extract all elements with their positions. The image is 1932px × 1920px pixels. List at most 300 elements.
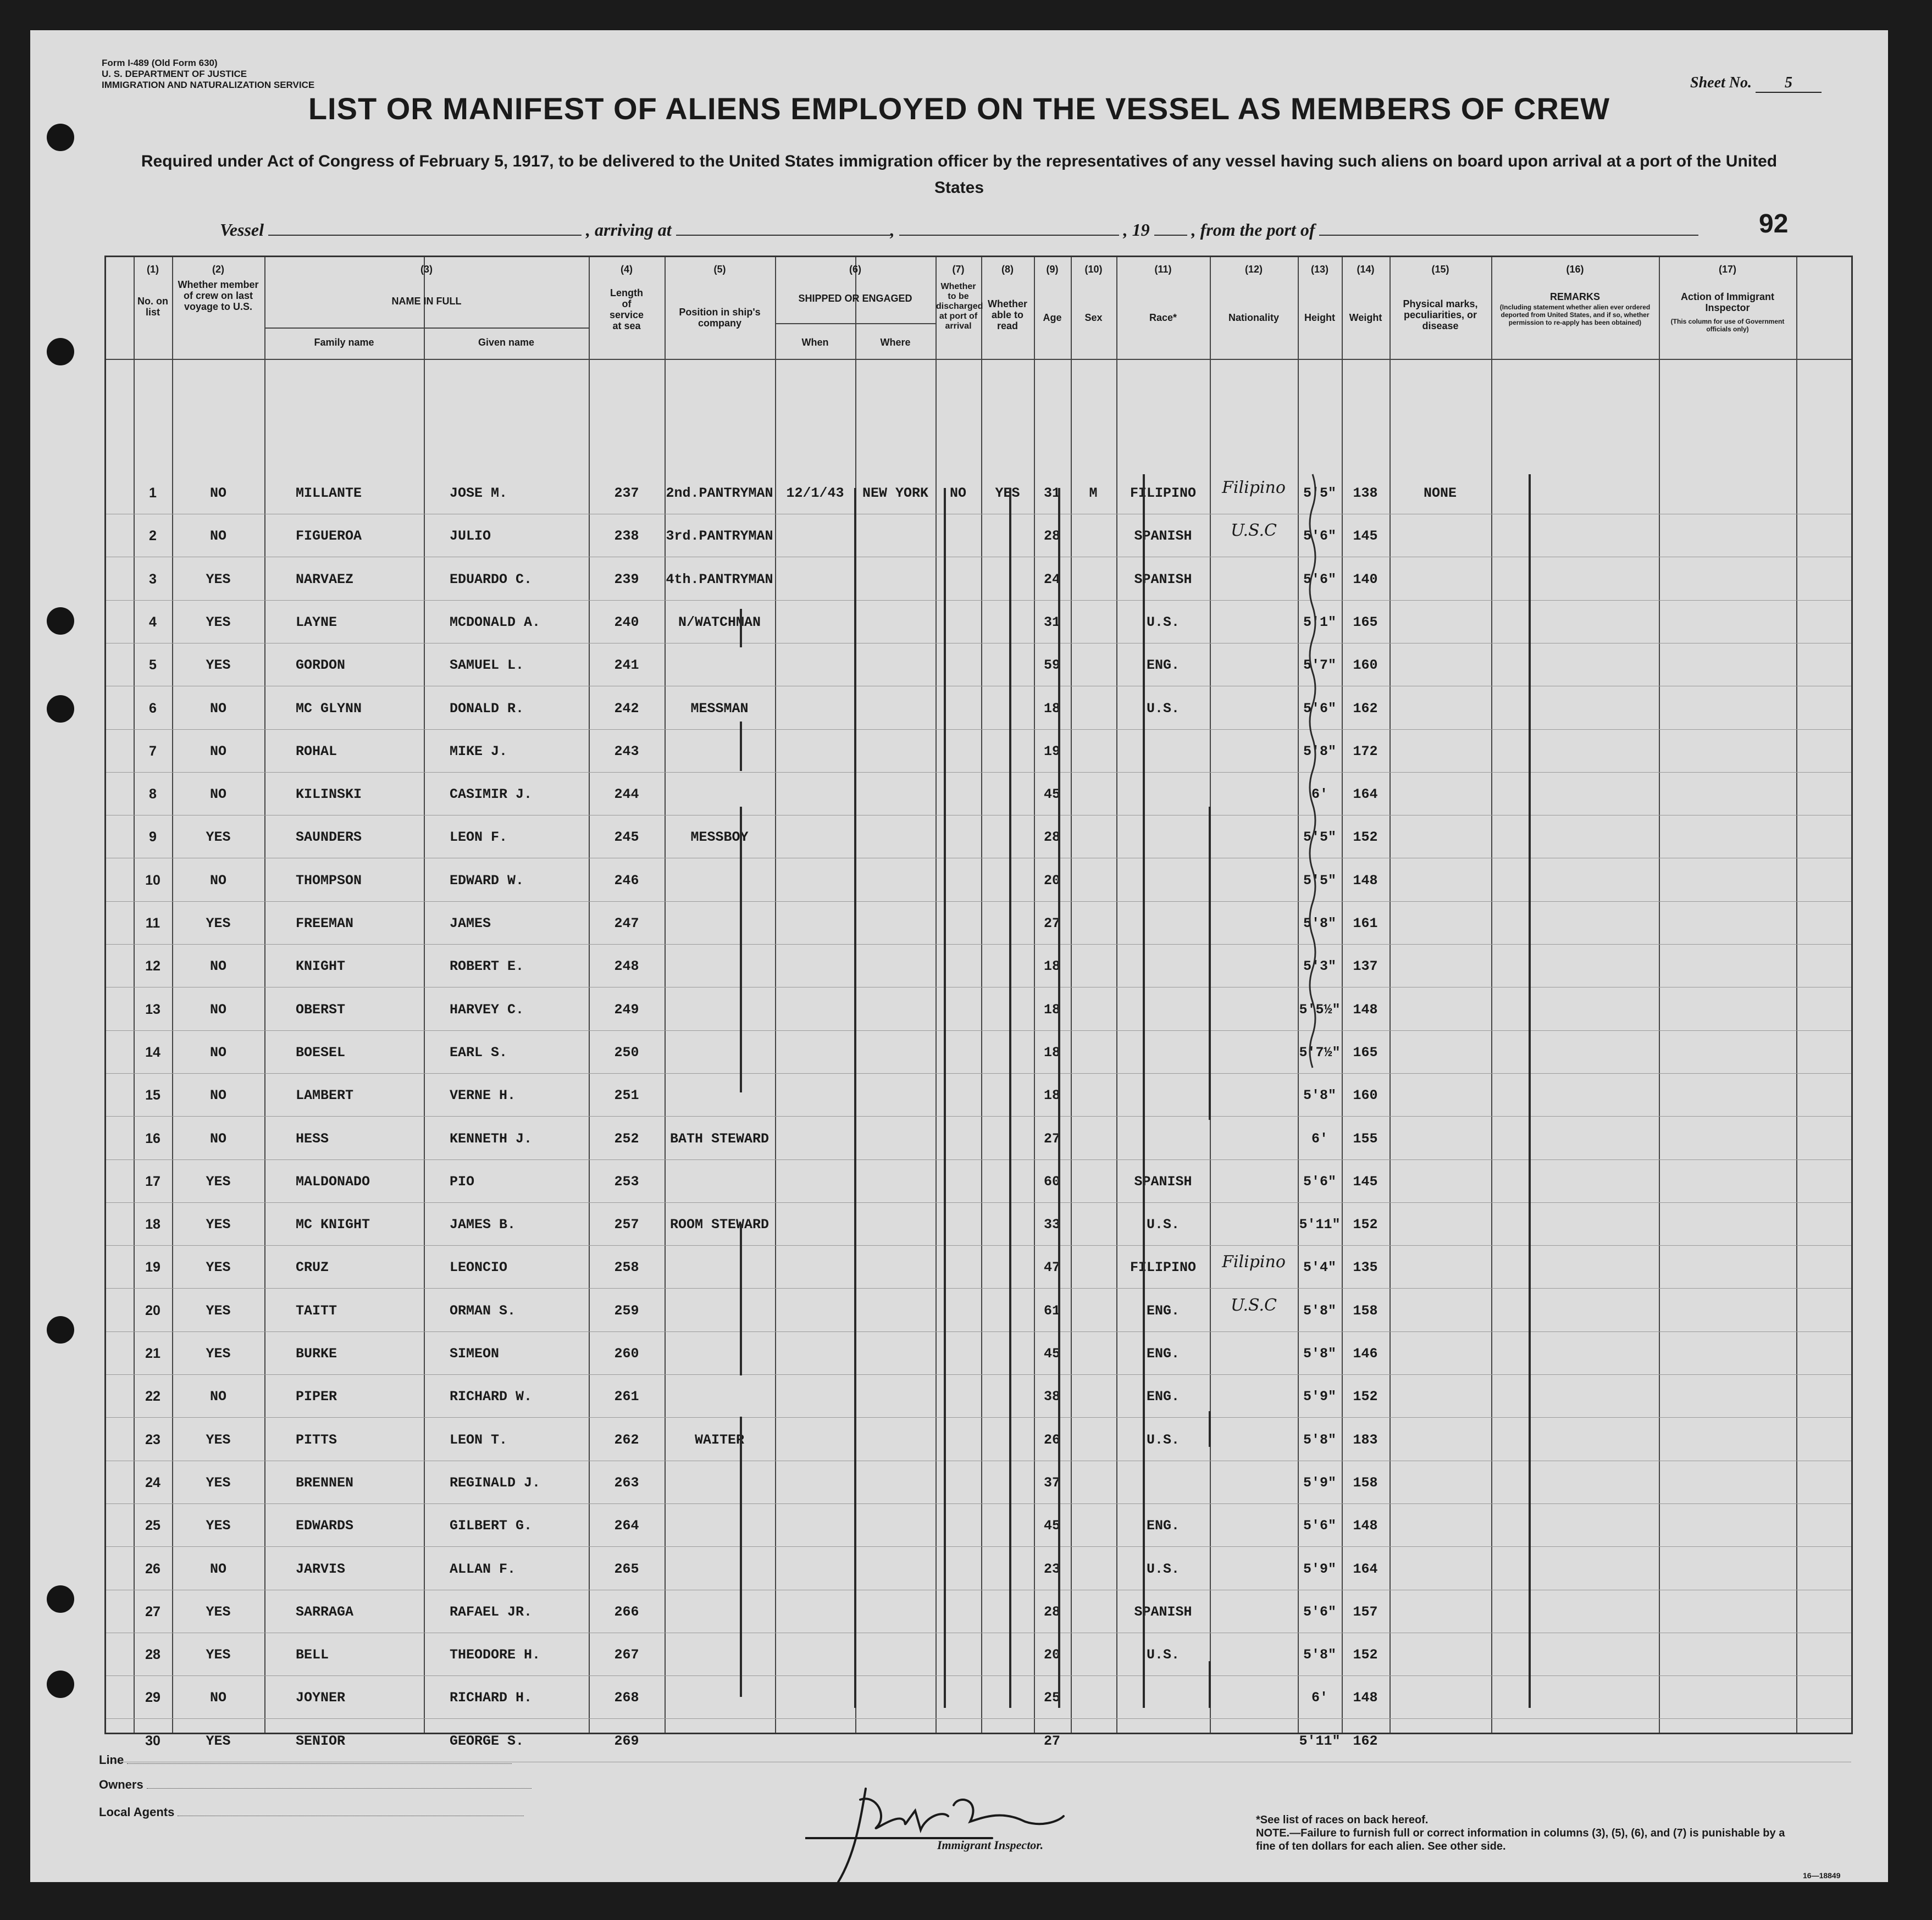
cell-age: 45 — [1043, 786, 1061, 803]
cell-given: RAFAEL JR. — [450, 1603, 533, 1620]
cell-race: ENG. — [1146, 1346, 1180, 1362]
cell-weight: 164 — [1353, 786, 1378, 803]
cell-age: 23 — [1043, 1561, 1061, 1577]
cell-height: 5'3" — [1303, 958, 1337, 975]
cell-age: 28 — [1043, 1603, 1061, 1620]
cell-service: 263 — [614, 1474, 639, 1491]
cell-service: 252 — [614, 1130, 639, 1147]
cell-height: 5'9" — [1303, 1561, 1337, 1577]
cell-height: 5'8" — [1303, 1087, 1337, 1104]
cell-prev: NO — [209, 1130, 227, 1147]
cell-no: 28 — [145, 1647, 160, 1663]
cell-height: 5'6" — [1303, 1173, 1337, 1190]
cell-weight: 162 — [1353, 1733, 1378, 1749]
binder-hole — [47, 607, 74, 635]
cell-service: 245 — [614, 829, 639, 846]
cell-given: SAMUEL L. — [450, 657, 524, 674]
print-code: 16—18849 — [1803, 1871, 1841, 1880]
cell-service: 251 — [614, 1087, 639, 1104]
cell-height: 6' — [1311, 786, 1328, 803]
cell-service: 268 — [614, 1690, 639, 1706]
cell-height: 5'5½" — [1299, 1001, 1341, 1018]
cell-height: 5'8" — [1303, 1346, 1337, 1362]
cell-weight: 162 — [1353, 700, 1378, 717]
cell-no: 6 — [149, 700, 157, 716]
cell-family: BELL — [296, 1647, 329, 1663]
cell-service: 261 — [614, 1389, 639, 1405]
cell-height: 5'5" — [1303, 872, 1337, 889]
cell-race: ENG. — [1146, 1518, 1180, 1534]
cell-age: 28 — [1043, 829, 1061, 846]
cell-race: FILIPINO — [1130, 1259, 1197, 1276]
cell-no: 14 — [145, 1044, 160, 1060]
inspector-signature — [805, 1778, 1091, 1893]
cell-family: JARVIS — [296, 1561, 346, 1577]
cell-marks: NONE — [1423, 485, 1457, 501]
cell-weight: 183 — [1353, 1431, 1378, 1448]
cell-position: 4th.PANTRYMAN — [666, 571, 773, 587]
cell-service: 267 — [614, 1647, 639, 1663]
cell-height: 5'11" — [1299, 1733, 1341, 1749]
owners-field[interactable] — [147, 1788, 532, 1789]
header-inspector-note: (This column for use of Government officials only) — [1670, 318, 1785, 333]
cell-age: 18 — [1043, 1087, 1061, 1104]
cell-no: 22 — [145, 1389, 160, 1405]
cell-position: 2nd.PANTRYMAN — [666, 485, 773, 501]
cell-prev: YES — [206, 1603, 231, 1620]
cell-no: 8 — [149, 786, 157, 802]
binder-hole — [47, 1316, 74, 1344]
cell-age: 18 — [1043, 1044, 1061, 1061]
cell-service: 258 — [614, 1259, 639, 1276]
sheet-number: Sheet No. 5 — [1690, 74, 1822, 93]
cell-service: 249 — [614, 1001, 639, 1018]
cell-weight: 148 — [1353, 1690, 1378, 1706]
cell-position: N/WATCHMAN — [678, 614, 761, 630]
cell-family: EDWARDS — [296, 1518, 354, 1534]
cell-height: 5'8" — [1303, 1431, 1337, 1448]
cell-height: 5'1" — [1303, 614, 1337, 630]
cell-prev: NO — [209, 1561, 227, 1577]
cell-age: 18 — [1043, 1001, 1061, 1018]
cell-given: GILBERT G. — [450, 1518, 533, 1534]
header-position: Position in ship's company — [679, 307, 761, 329]
vessel-line: Vessel , arriving at , , 19 , from the port of — [220, 220, 1698, 240]
header-prev-voyage: Whether member of crew on last voyage to U.S. — [178, 279, 259, 312]
header-physical-marks: Physical marks, peculiarities, or disease — [1403, 298, 1478, 331]
cell-family: LAYNE — [296, 614, 337, 630]
cell-weight: 155 — [1353, 1130, 1378, 1147]
cell-height: 5'9" — [1303, 1389, 1337, 1405]
binder-hole — [47, 124, 74, 151]
cell-family: FREEMAN — [296, 915, 354, 931]
cell-no: 18 — [145, 1217, 160, 1233]
cell-prev: NO — [209, 786, 227, 803]
cell-race: SPANISH — [1134, 528, 1192, 545]
cell-prev: YES — [206, 829, 231, 846]
cell-age: 59 — [1043, 657, 1061, 674]
cell-prev: YES — [206, 915, 231, 931]
cell-family: MC KNIGHT — [296, 1217, 370, 1233]
cell-weight: 165 — [1353, 614, 1378, 630]
cell-family: MALDONADO — [296, 1173, 370, 1190]
cell-family: SARRAGA — [296, 1603, 354, 1620]
cell-age: 25 — [1043, 1690, 1061, 1706]
cell-service: 243 — [614, 743, 639, 759]
header-remarks: REMARKS — [1549, 291, 1600, 302]
cell-race: U.S. — [1146, 1217, 1180, 1233]
cell-age: 26 — [1043, 1431, 1061, 1448]
cell-prev: YES — [206, 614, 231, 630]
cell-service: 237 — [614, 485, 639, 501]
cell-read: YES — [995, 485, 1020, 501]
cell-given: EARL S. — [450, 1044, 508, 1061]
cell-position: MESSBOY — [690, 829, 749, 846]
cell-no: 23 — [145, 1431, 160, 1447]
cell-race: U.S. — [1146, 1561, 1180, 1577]
cell-family: BURKE — [296, 1346, 337, 1362]
cell-race: U.S. — [1146, 614, 1180, 630]
cell-weight: 157 — [1353, 1603, 1378, 1620]
cell-weight: 145 — [1353, 1173, 1378, 1190]
cell-race: SPANISH — [1134, 1603, 1192, 1620]
cell-prev: YES — [206, 1733, 231, 1749]
cell-no: 1 — [149, 485, 157, 501]
cell-height: 5'8" — [1303, 915, 1337, 931]
cell-service: 238 — [614, 528, 639, 545]
cell-height: 5'7½" — [1299, 1044, 1341, 1061]
line-field[interactable] — [127, 1763, 512, 1764]
cell-given: MIKE J. — [450, 743, 508, 759]
cell-no: 30 — [145, 1733, 160, 1749]
cell-family: THOMPSON — [296, 872, 362, 889]
cell-service: 269 — [614, 1733, 639, 1749]
cell-prev: YES — [206, 1431, 231, 1448]
cell-family: FIGUEROA — [296, 528, 362, 545]
binder-hole — [47, 1671, 74, 1698]
cell-prev: NO — [209, 1690, 227, 1706]
header-height: Height — [1304, 312, 1335, 323]
cell-weight: 135 — [1353, 1259, 1378, 1276]
header-able-to-read: Whether able to read — [988, 298, 1027, 331]
footer-note: *See list of races on back hereof. NOTE.—Failure to furnish full or correct information in columns (3), (5), (6), and (7) is punishable by a fine of ten dollars for each alien. See other side. — [1256, 1814, 1785, 1852]
header-remarks-note: (Including statement whether alien ever ordered deported from United States, and if so, whether permission to re-apply has been obtained) — [1499, 303, 1651, 326]
cell-given: EDUARDO C. — [450, 571, 533, 587]
cell-prev: NO — [209, 485, 227, 501]
arriving-field[interactable] — [676, 223, 890, 236]
header-length-of-service: Length of service at sea — [609, 287, 644, 331]
cell-no: 12 — [145, 958, 160, 974]
cell-given: ROBERT E. — [450, 958, 524, 975]
cell-height: 5'8" — [1303, 1647, 1337, 1663]
header-name-in-full: NAME IN FULL — [391, 296, 462, 307]
cell-no: 27 — [145, 1603, 160, 1619]
cell-service: 260 — [614, 1346, 639, 1362]
header-when: When — [801, 337, 829, 348]
cell-given: MCDONALD A. — [450, 614, 541, 630]
cell-no: 17 — [145, 1173, 160, 1189]
cell-weight: 148 — [1353, 872, 1378, 889]
cell-prev: YES — [206, 1302, 231, 1319]
cell-height: 5'9" — [1303, 1474, 1337, 1491]
cell-when: 12/1/43 — [786, 485, 844, 501]
cell-weight: 152 — [1353, 1647, 1378, 1663]
cell-no: 7 — [149, 743, 157, 759]
cell-service: 248 — [614, 958, 639, 975]
cell-service: 242 — [614, 700, 639, 717]
cell-no: 19 — [145, 1259, 160, 1275]
cell-height: 5'8" — [1303, 743, 1337, 759]
cell-no: 13 — [145, 1001, 160, 1017]
header-nationality: Nationality — [1228, 312, 1279, 323]
cell-nat: Filipino — [1222, 1252, 1286, 1272]
cell-weight: 152 — [1353, 829, 1378, 846]
cell-nat: U.S.C — [1230, 1295, 1277, 1315]
cell-service: 259 — [614, 1302, 639, 1319]
cell-service: 247 — [614, 915, 639, 931]
cell-family: BOESEL — [296, 1044, 346, 1061]
cell-family: SENIOR — [296, 1733, 346, 1749]
cell-given: LEONCIO — [450, 1259, 508, 1276]
cell-race: SPANISH — [1134, 1173, 1192, 1190]
cell-weight: 172 — [1353, 743, 1378, 759]
cell-age: 45 — [1043, 1346, 1061, 1362]
cell-weight: 137 — [1353, 958, 1378, 975]
cell-prev: YES — [206, 571, 231, 587]
cell-no: 4 — [149, 614, 157, 630]
cell-weight: 138 — [1353, 485, 1378, 501]
cell-age: 28 — [1043, 528, 1061, 545]
cell-given: HARVEY C. — [450, 1001, 524, 1018]
cell-position: MESSMAN — [690, 700, 749, 717]
cell-age: 31 — [1043, 485, 1061, 501]
cell-height: 5'8" — [1303, 1302, 1337, 1319]
cell-given: JAMES — [450, 915, 491, 931]
cell-weight: 161 — [1353, 915, 1378, 931]
header-age: Age — [1043, 312, 1062, 323]
cell-height: 5'5" — [1303, 485, 1337, 501]
cell-race: U.S. — [1146, 1647, 1180, 1663]
cell-position: BATH STEWARD — [669, 1130, 770, 1147]
cell-family: MC GLYNN — [296, 700, 362, 717]
cell-height: 5'4" — [1303, 1259, 1337, 1276]
cell-height: 5'5" — [1303, 829, 1337, 846]
cell-given: ALLAN F. — [450, 1561, 516, 1577]
footer-local-agents: Local Agents — [99, 1805, 524, 1819]
cell-prev: YES — [206, 1217, 231, 1233]
cell-family: JOYNER — [296, 1690, 346, 1706]
cell-age: 45 — [1043, 1518, 1061, 1534]
cell-prev: NO — [209, 700, 227, 717]
cell-age: 27 — [1043, 915, 1061, 931]
cell-given: DONALD R. — [450, 700, 524, 717]
cell-service: 262 — [614, 1431, 639, 1448]
cell-no: 16 — [145, 1130, 160, 1146]
cell-given: GEORGE S. — [450, 1733, 524, 1749]
cell-given: REGINALD J. — [450, 1474, 541, 1491]
cell-race: ENG. — [1146, 1389, 1180, 1405]
cell-height: 5'6" — [1303, 1518, 1337, 1534]
cell-family: NARVAEZ — [296, 571, 354, 587]
cell-prev: YES — [206, 1173, 231, 1190]
cell-given: JULIO — [450, 528, 491, 545]
cell-position: 3rd.PANTRYMAN — [666, 528, 773, 545]
cell-height: 6' — [1311, 1690, 1328, 1706]
cell-age: 18 — [1043, 700, 1061, 717]
header-weight: Weight — [1349, 312, 1382, 323]
cell-height: 5'6" — [1303, 700, 1337, 717]
cell-age: 60 — [1043, 1173, 1061, 1190]
cell-family: PIPER — [296, 1389, 337, 1405]
cell-weight: 152 — [1353, 1389, 1378, 1405]
cell-weight: 148 — [1353, 1518, 1378, 1534]
cell-prev: NO — [209, 528, 227, 545]
cell-weight: 165 — [1353, 1044, 1378, 1061]
cell-height: 5'6" — [1303, 1603, 1337, 1620]
cell-race: U.S. — [1146, 1431, 1180, 1448]
cell-age: 38 — [1043, 1389, 1061, 1405]
cell-height: 5'6" — [1303, 528, 1337, 545]
cell-weight: 164 — [1353, 1561, 1378, 1577]
cell-no: 11 — [145, 915, 160, 931]
cell-prev: NO — [209, 1087, 227, 1104]
cell-given: EDWARD W. — [450, 872, 524, 889]
cell-prev: NO — [209, 743, 227, 759]
cell-race: SPANISH — [1134, 571, 1192, 587]
cell-service: 246 — [614, 872, 639, 889]
cell-prev: YES — [206, 1474, 231, 1491]
cell-weight: 146 — [1353, 1346, 1378, 1362]
cell-service: 266 — [614, 1603, 639, 1620]
form-identifier: Form I-489 (Old Form 630) U. S. DEPARTMENT OF JUSTICE IMMIGRATION AND NATURALIZATION SERVICE — [102, 58, 315, 90]
cell-family: LAMBERT — [296, 1087, 354, 1104]
cell-race: U.S. — [1146, 700, 1180, 717]
cell-age: 37 — [1043, 1474, 1061, 1491]
cell-position: ROOM STEWARD — [669, 1217, 770, 1233]
cell-family: MILLANTE — [296, 485, 362, 501]
date-field[interactable] — [899, 223, 1119, 236]
cell-given: JAMES B. — [450, 1217, 516, 1233]
cell-service: 264 — [614, 1518, 639, 1534]
crew-table: (1) No. on list (2) Whether member of crew on last voyage to U.S. (3) NAME IN FULL Family name Given name (4) Length of service at sea (5) Position in ship's company (6) SHIPPED OR ENGAGED When Where (7) Whether to be discharged at port of arrival (8) Whether able to read (9) Age (10) Sex (11) Race* (12) Nationality (13) Height (14) Weight (15) Physical marks, peculiarities, or disease (16) REMARKS (Including statement whether alien ever ordered deported from United States, and if so, whether permission to re-apply has been obtained) (17) Action of Immigrant Inspector (This column for use of Government officials only) 1 NO MILLANTE JOSE M. 237 2nd.PANTRYMAN 12/1/43 NEW YORK NO YES 31 M FILIPINO Filipino 5'5" 138 NONE 2 NO FIGUEROA JULIO 238 3rd.PANTRYMAN 28 SPANISH U.S.C 5'6" 145 3 YES NARVAEZ EDUARDO C. 239 4th.PANTRYMAN 24 SPANISH 5'6" 140 4 YES LAYNE MCDONALD A. 240 N/WATCHMAN 31 U.S. 5'1" 165 5 YES GORDON SAMUEL L. 241 59 ENG. 5'7" 160 6 NO MC GLYNN DONALD R. 242 MESSMAN 18 U.S. 5'6" 162 7 NO ROHAL MIKE J. 243 19 5'8" 172 8 NO KILINSKI CASIMIR J. 244 45 6' 164 9 YES SAUNDERS LEON F. 245 MESSBOY 28 5'5" 152 10 NO THOMPSON EDWARD W. 246 20 5'5" 148 11 YES FREEMAN JAMES 247 27 5'8" 161 12 NO KNIGHT ROBERT E. 248 18 5'3" 137 13 NO OBERST HARVEY C. 249 18 5'5½" 148 14 NO BOESEL EARL S. 250 18 5'7½" 165 15 NO LAMBERT VERNE H. 251 18 5'8" 160 16 NO HESS KENNETH J. 252 BATH STEWARD 27 6' 155 17 YES MALDONADO PIO 253 60 SPANISH 5'6" 145 18 YES MC KNIGHT JAMES B. 257 ROOM STEWARD 33 U.S. 5'11" 152 19 YES CRUZ LEONCIO 258 47 FILIPINO Filipino 5'4" 135 20 YES TAITT ORMAN S. 259 61 ENG. U.S.C 5'8" 158 21 YES BURKE SIMEON 260 45 ENG. 5'8" 146 22 NO PIPER RICHARD W. 261 38 ENG. 5'9" 152 23 YES PITTS LEON T. 262 WAITER 26 U.S. 5'8" 183 24 YES BRENNEN REGINALD J. 263 37 5'9" 158 25 YES EDWARDS GILBERT G. 264 45 ENG. 5'6" 148 26 NO JARVIS ALLAN F. 265 23 U.S. 5'9" 164 27 YES SARRAGA RAFAEL JR. 266 28 SPANISH 5'6" 157 28 YES BELL THEODORE H. 267 20 U.S. 5'8" 152 29 NO JOYNER RICHARD H. 268 25 6' 148 30 YES SENIOR GEORGE S. 269 27 5'11" 162 — [104, 256, 1853, 1734]
vessel-field[interactable] — [268, 223, 582, 236]
cell-service: 257 — [614, 1217, 639, 1233]
cell-no: 24 — [145, 1474, 160, 1490]
cell-position: WAITER — [694, 1431, 745, 1448]
cell-given: LEON T. — [450, 1431, 508, 1448]
cell-weight: 148 — [1353, 1001, 1378, 1018]
cell-race: FILIPINO — [1130, 485, 1197, 501]
from-port-field[interactable] — [1319, 223, 1698, 236]
cell-family: ROHAL — [296, 743, 337, 759]
header-given-name: Given name — [478, 337, 535, 348]
cell-sex: M — [1089, 485, 1098, 501]
cell-family: PITTS — [296, 1431, 337, 1448]
cell-age: 31 — [1043, 614, 1061, 630]
cell-height: 5'7" — [1303, 657, 1337, 674]
cell-family: TAITT — [296, 1302, 337, 1319]
cell-weight: 140 — [1353, 571, 1378, 587]
cell-given: ORMAN S. — [450, 1302, 516, 1319]
cell-nat: Filipino — [1222, 478, 1286, 497]
cell-age: 18 — [1043, 958, 1061, 975]
cell-service: 239 — [614, 571, 639, 587]
header-sex: Sex — [1084, 312, 1103, 323]
cell-family: KNIGHT — [296, 958, 346, 975]
cell-service: 253 — [614, 1173, 639, 1190]
cell-age: 33 — [1043, 1217, 1061, 1233]
header-discharged: Whether to be discharged at port of arrival — [936, 282, 983, 331]
cell-family: SAUNDERS — [296, 829, 362, 846]
cell-no: 3 — [149, 571, 157, 587]
cell-given: PIO — [450, 1173, 475, 1190]
cell-no: 21 — [145, 1346, 160, 1361]
cell-weight: 152 — [1353, 1217, 1378, 1233]
sheet-number-value: 5 — [1756, 74, 1822, 93]
cell-no: 20 — [145, 1302, 160, 1318]
header-action-of-inspector: Action of Immigrant Inspector — [1681, 291, 1774, 313]
cell-prev: YES — [206, 1346, 231, 1362]
cell-no: 10 — [145, 872, 160, 888]
cell-prev: YES — [206, 1259, 231, 1276]
cell-no: 29 — [145, 1690, 160, 1706]
cell-given: JOSE M. — [450, 485, 508, 501]
cell-given: RICHARD H. — [450, 1690, 533, 1706]
cell-prev: YES — [206, 1647, 231, 1663]
cell-service: 241 — [614, 657, 639, 674]
cell-weight: 160 — [1353, 1087, 1378, 1104]
cell-disch: NO — [949, 485, 967, 501]
binder-hole — [47, 695, 74, 723]
cell-height: 6' — [1311, 1130, 1328, 1147]
header-where: Where — [880, 337, 911, 348]
cell-age: 20 — [1043, 1647, 1061, 1663]
cell-where: NEW YORK — [862, 485, 929, 501]
cell-service: 244 — [614, 786, 639, 803]
footer-line: Line — [99, 1753, 512, 1767]
header-shipped-or-engaged: SHIPPED OR ENGAGED — [798, 293, 912, 304]
header-no-on-list: No. on list — [137, 296, 168, 318]
cell-prev: NO — [209, 1001, 227, 1018]
cell-no: 2 — [149, 528, 157, 544]
inspector-label: Immigrant Inspector. — [937, 1838, 1044, 1852]
year-field[interactable] — [1154, 223, 1187, 236]
cell-family: KILINSKI — [296, 786, 362, 803]
cell-weight: 158 — [1353, 1474, 1378, 1491]
cell-given: KENNETH J. — [450, 1130, 533, 1147]
cell-weight: 158 — [1353, 1302, 1378, 1319]
cell-no: 26 — [145, 1561, 160, 1577]
cell-service: 240 — [614, 614, 639, 630]
footer-owners: Owners — [99, 1778, 532, 1792]
cell-prev: NO — [209, 958, 227, 975]
ditto-marks — [106, 257, 1851, 1733]
cell-prev: YES — [206, 657, 231, 674]
cell-prev: NO — [209, 872, 227, 889]
cell-height: 5'11" — [1299, 1217, 1341, 1233]
cell-age: 20 — [1043, 872, 1061, 889]
cell-weight: 145 — [1353, 528, 1378, 545]
page-subtitle: Required under Act of Congress of February 5, 1917, to be delivered to the United States immigration officer by the representatives of any vessel having such aliens on board upon arrival at a port of the United States — [141, 152, 1778, 197]
binder-hole — [47, 1585, 74, 1613]
stamp-number: 92 — [1759, 209, 1789, 238]
cell-race: ENG. — [1146, 1302, 1180, 1319]
cell-no: 9 — [149, 829, 157, 845]
header-family-name: Family name — [314, 337, 374, 348]
cell-weight: 160 — [1353, 657, 1378, 674]
cell-age: 19 — [1043, 743, 1061, 759]
cell-given: VERNE H. — [450, 1087, 516, 1104]
